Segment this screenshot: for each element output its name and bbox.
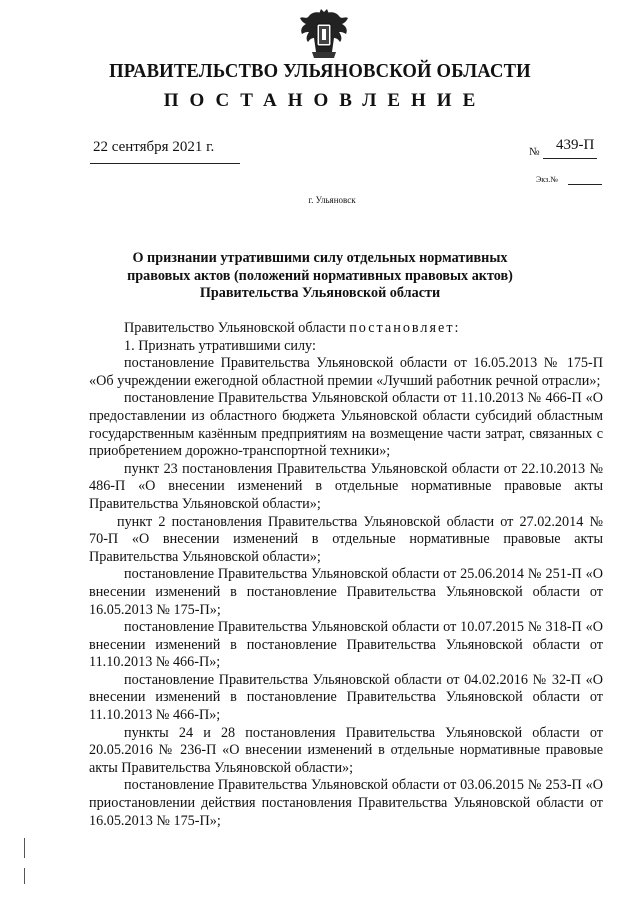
- intro-paragraph: [89, 320, 603, 338]
- copy-number-label: Экз.№: [536, 175, 558, 184]
- date-underline: [90, 163, 240, 164]
- document-type: ПОСТАНОВЛЕНИЕ: [163, 90, 487, 111]
- list-item: постановление Правительства Ульяновской области от 25.06.2014 № 251-П «О внесении изменений в постановление Правительства Ульяновской области от 16.05.2013 № 175-П»;: [89, 566, 603, 618]
- title-line: О признании утратившими силу отдельных нормативных: [132, 250, 508, 266]
- government-name: ПРАВИТЕЛЬСТВО УЛЬЯНОВСКОЙ ОБЛАСТИ: [109, 60, 531, 82]
- coat-of-arms-icon: [294, 8, 354, 60]
- list-item: постановление Правительства Ульяновской области от 16.05.2013 № 175-П «Об учреждении ежегодной областной премии «Лучший работник речной отрасли»;: [89, 355, 603, 389]
- number-underline: [543, 158, 597, 159]
- document-title: [100, 250, 540, 303]
- copy-number-underline: [568, 184, 602, 185]
- list-item: пункты 24 и 28 постановления Правительства Ульяновской области от 20.05.2016 № 236-П «О внесении изменений в отдельные нормативные правовые акты Правительства Ульяновской области»;: [89, 724, 603, 776]
- scan-mark: [24, 838, 25, 858]
- list-item: пункт 2 постановления Правительства Ульяновской области от 27.02.2014 № 70-П «О внесении изменений в отдельные нормативные правовые акты Правительства Ульяновской области»;: [89, 513, 603, 565]
- title-line: Правительства Ульяновской области: [199, 285, 441, 301]
- list-item: постановление Правительства Ульяновской области от 03.06.2015 № 253-П «О приостановлении действия постановления Правительства Ульяновской области от 16.05.2013 № 175-П»;: [89, 777, 603, 829]
- intro-prefix: Правительство Ульяновской области: [124, 320, 350, 336]
- scan-mark: [24, 868, 25, 884]
- list-item: пункт 23 постановления Правительства Ульяновской области от 22.10.2013 № 486-П «О внесении изменений в отдельные нормативные правовые акты Правительства Ульяновской области»;: [89, 460, 603, 512]
- list-item: постановление Правительства Ульяновской области от 11.10.2013 № 466-П «О предоставлении из областного бюджета Ульяновской области субсидий областным государственным казённым предприятиям на возмещение части затрат, связанных с приобретением дорожно-транспортной техники»;: [89, 390, 603, 460]
- item-1: 1. Признать утратившими силу:: [124, 337, 316, 354]
- document-date: 22 сентября 2021 г.: [93, 139, 215, 155]
- document-body: [89, 320, 603, 830]
- number-sign: №: [529, 146, 540, 158]
- list-item: постановление Правительства Ульяновской области от 04.02.2016 № 32-П «О внесении изменений в постановление Правительства Ульяновской области от 11.10.2013 № 466-П»;: [89, 671, 603, 724]
- title-line: правовых актов (положений нормативных правовых актов): [127, 267, 513, 284]
- city: г. Ульяновск: [308, 195, 356, 205]
- intro-spaced: постановляет:: [349, 320, 461, 336]
- document-number: 439-П: [556, 137, 595, 153]
- list-item: постановление Правительства Ульяновской области от 10.07.2015 № 318-П «О внесении изменений в постановление Правительства Ульяновской области от 11.10.2013 № 466-П»;: [89, 619, 603, 671]
